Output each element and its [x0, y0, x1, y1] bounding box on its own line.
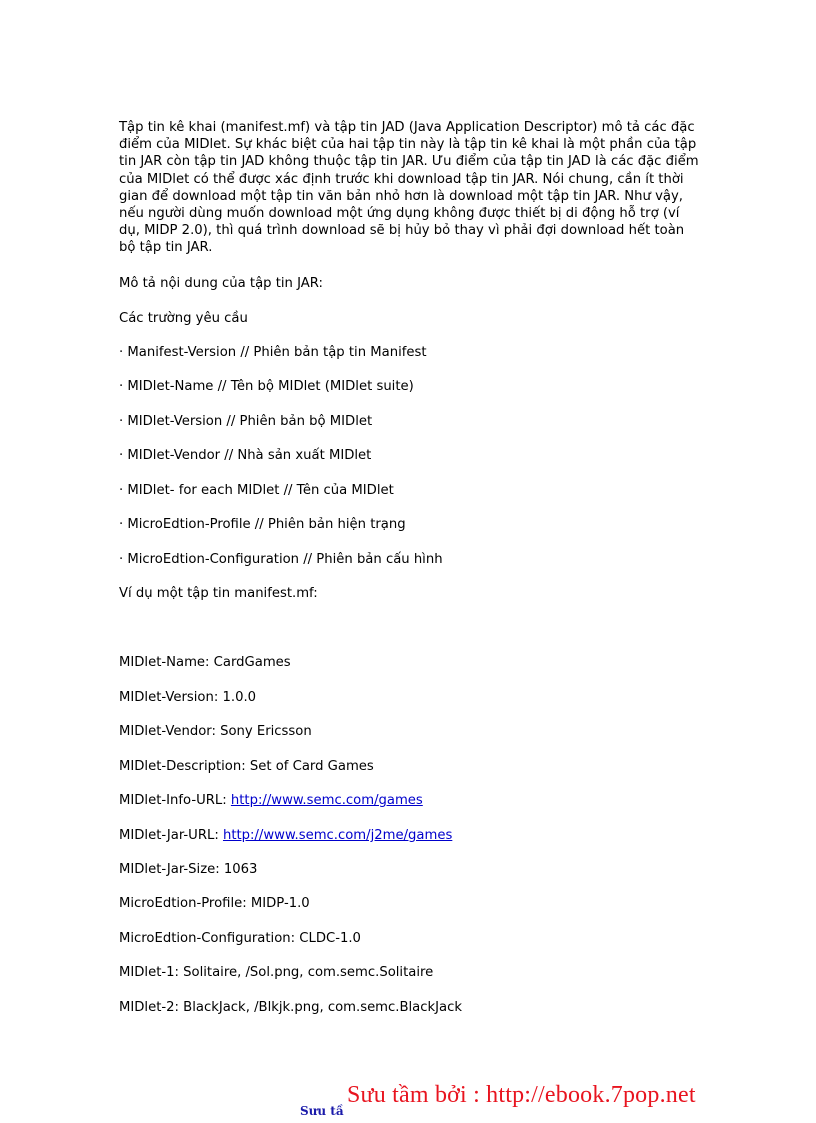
required-field-item: · MIDlet-Version // Phiên bản bộ MIDlet: [119, 414, 373, 429]
required-field-item: · MIDlet- for each MIDlet // Tên của MIDlet: [119, 483, 394, 498]
manifest-configuration-line: MicroEdtion-Configuration: CLDC-1.0: [119, 931, 361, 946]
manifest-vendor-line: MIDlet-Vendor: Sony Ericsson: [119, 724, 312, 739]
required-field-item: · MicroEdtion-Profile // Phiên bản hiện trạng: [119, 517, 406, 532]
manifest-jar-size-line: MIDlet-Jar-Size: 1063: [119, 862, 258, 877]
jar-url-label: MIDlet-Jar-URL:: [119, 828, 223, 843]
info-url-label: MIDlet-Info-URL:: [119, 793, 231, 808]
watermark-text: Sưu tầm bởi : http://ebook.7pop.net: [347, 1082, 696, 1108]
required-field-item: · MIDlet-Vendor // Nhà sản xuất MIDlet: [119, 448, 372, 463]
example-heading: Ví dụ một tập tin manifest.mf:: [119, 586, 318, 601]
manifest-midlet2-line: MIDlet-2: BlackJack, /Blkjk.png, com.semc.BlackJack: [119, 1000, 463, 1015]
manifest-profile-line: MicroEdtion-Profile: MIDP-1.0: [119, 896, 310, 911]
jar-description-heading: Mô tả nội dung của tập tin JAR:: [119, 276, 323, 291]
manifest-jar-url-line: [119, 827, 452, 844]
required-fields-heading: Các trường yêu cầu: [119, 311, 248, 326]
jar-url-link[interactable]: http://www.semc.com/j2me/games: [222, 828, 453, 843]
required-field-item: · MIDlet-Name // Tên bộ MIDlet (MIDlet suite): [119, 379, 414, 394]
required-field-item: · MicroEdtion-Configuration // Phiên bản cấu hình: [119, 552, 443, 567]
required-field-item: · Manifest-Version // Phiên bản tập tin Manifest: [119, 345, 427, 360]
footer-source-text: Sưu tầ: [300, 1104, 344, 1118]
manifest-version-line: MIDlet-Version: 1.0.0: [119, 690, 257, 705]
intro-paragraph: Tập tin kê khai (manifest.mf) và tập tin JAD (Java Application Descriptor) mô tả các đặc điểm của MIDlet. Sự khác biệt của hai tập tin này là tập tin kê khai là một phần của tập tin JAR còn tập tin JAD không thuộc tập tin JAR. Ưu điểm của tập tin JAD là các đặc điểm của MIDlet có thể được xác định trước khi download tập tin JAR. Nói chung, cần ít thời gian để download một tập tin văn bản nhỏ hơn là download một tập tin JAR. Như vậy, nếu người dùng muốn download một ứng dụng không được thiết bị di động hỗ trợ (ví dụ, MIDP 2.0), thì quá trình download sẽ bị hủy bỏ thay vì phải đợi download hết toàn bộ tập tin JAR.: [119, 120, 699, 256]
manifest-description-line: MIDlet-Description: Set of Card Games: [119, 759, 374, 774]
manifest-midlet1-line: MIDlet-1: Solitaire, /Sol.png, com.semc.Solitaire: [119, 965, 434, 980]
manifest-info-url-line: [119, 792, 423, 809]
manifest-name-line: MIDlet-Name: CardGames: [119, 655, 291, 670]
info-url-link[interactable]: http://www.semc.com/games: [230, 793, 423, 808]
